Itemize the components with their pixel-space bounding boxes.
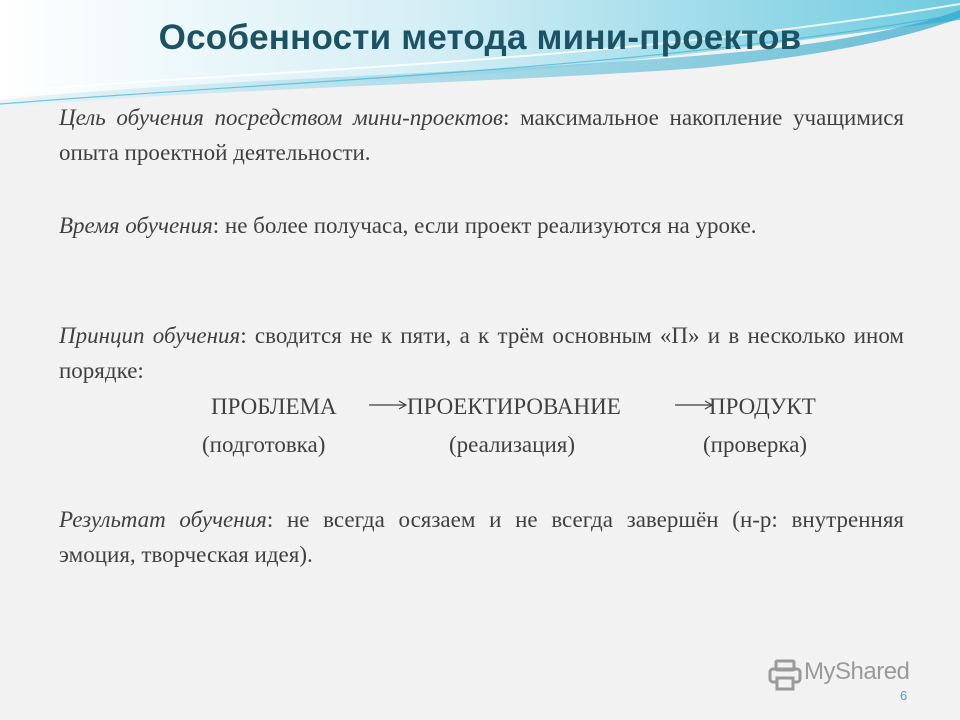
flow-step-design: ПРОЕКТИРОВАНИЕ bbox=[407, 394, 621, 419]
paragraph-learning-goal bbox=[59, 100, 904, 170]
paragraph-learning-time bbox=[59, 208, 904, 243]
flow-stages-row bbox=[202, 428, 839, 462]
term-separator: : bbox=[266, 507, 274, 532]
arrow-right-icon bbox=[369, 396, 409, 412]
watermark-text: MyShared bbox=[804, 658, 910, 685]
flow-stage-preparation: (подготовка) bbox=[202, 432, 326, 457]
paragraph-learning-result bbox=[59, 502, 904, 572]
flow-step-problem: ПРОБЛЕМА bbox=[211, 394, 337, 419]
paragraph-text: сводится не к пяти, а к трём основным «П» и в несколько ином порядке: bbox=[59, 323, 904, 383]
slide-title: Особенности метода мини-проектов bbox=[158, 18, 802, 57]
paragraph-text: не более получаса, если проект реализуются на уроке. bbox=[219, 213, 757, 238]
term-separator: : bbox=[212, 213, 220, 238]
term-label: Время обучения bbox=[59, 213, 213, 238]
paragraph-text: не всегда осязаем и не всегда завершён (н-р: внутренняя эмоция, творческая идея). bbox=[59, 507, 904, 567]
flow-stage-implementation: (реализация) bbox=[449, 432, 575, 457]
term-separator: : bbox=[240, 323, 247, 348]
term-label: Результат обучения bbox=[59, 507, 267, 532]
printer-icon bbox=[768, 658, 802, 692]
flow-stage-check: (проверка) bbox=[703, 432, 808, 457]
paragraph-learning-principle bbox=[59, 318, 904, 388]
flow-step-product: ПРОДУКТ bbox=[709, 394, 816, 419]
principle-flow bbox=[202, 390, 839, 462]
term-label: Принцип обучения bbox=[59, 323, 241, 348]
flow-steps-row bbox=[209, 390, 839, 424]
page-number: 6 bbox=[900, 688, 908, 703]
term-label: Цель обучения посредством мини-проектов bbox=[59, 105, 503, 130]
paragraph-text: максимальное накопление учащимися опыта проектной деятельности. bbox=[59, 105, 904, 165]
term-separator: : bbox=[503, 105, 510, 130]
